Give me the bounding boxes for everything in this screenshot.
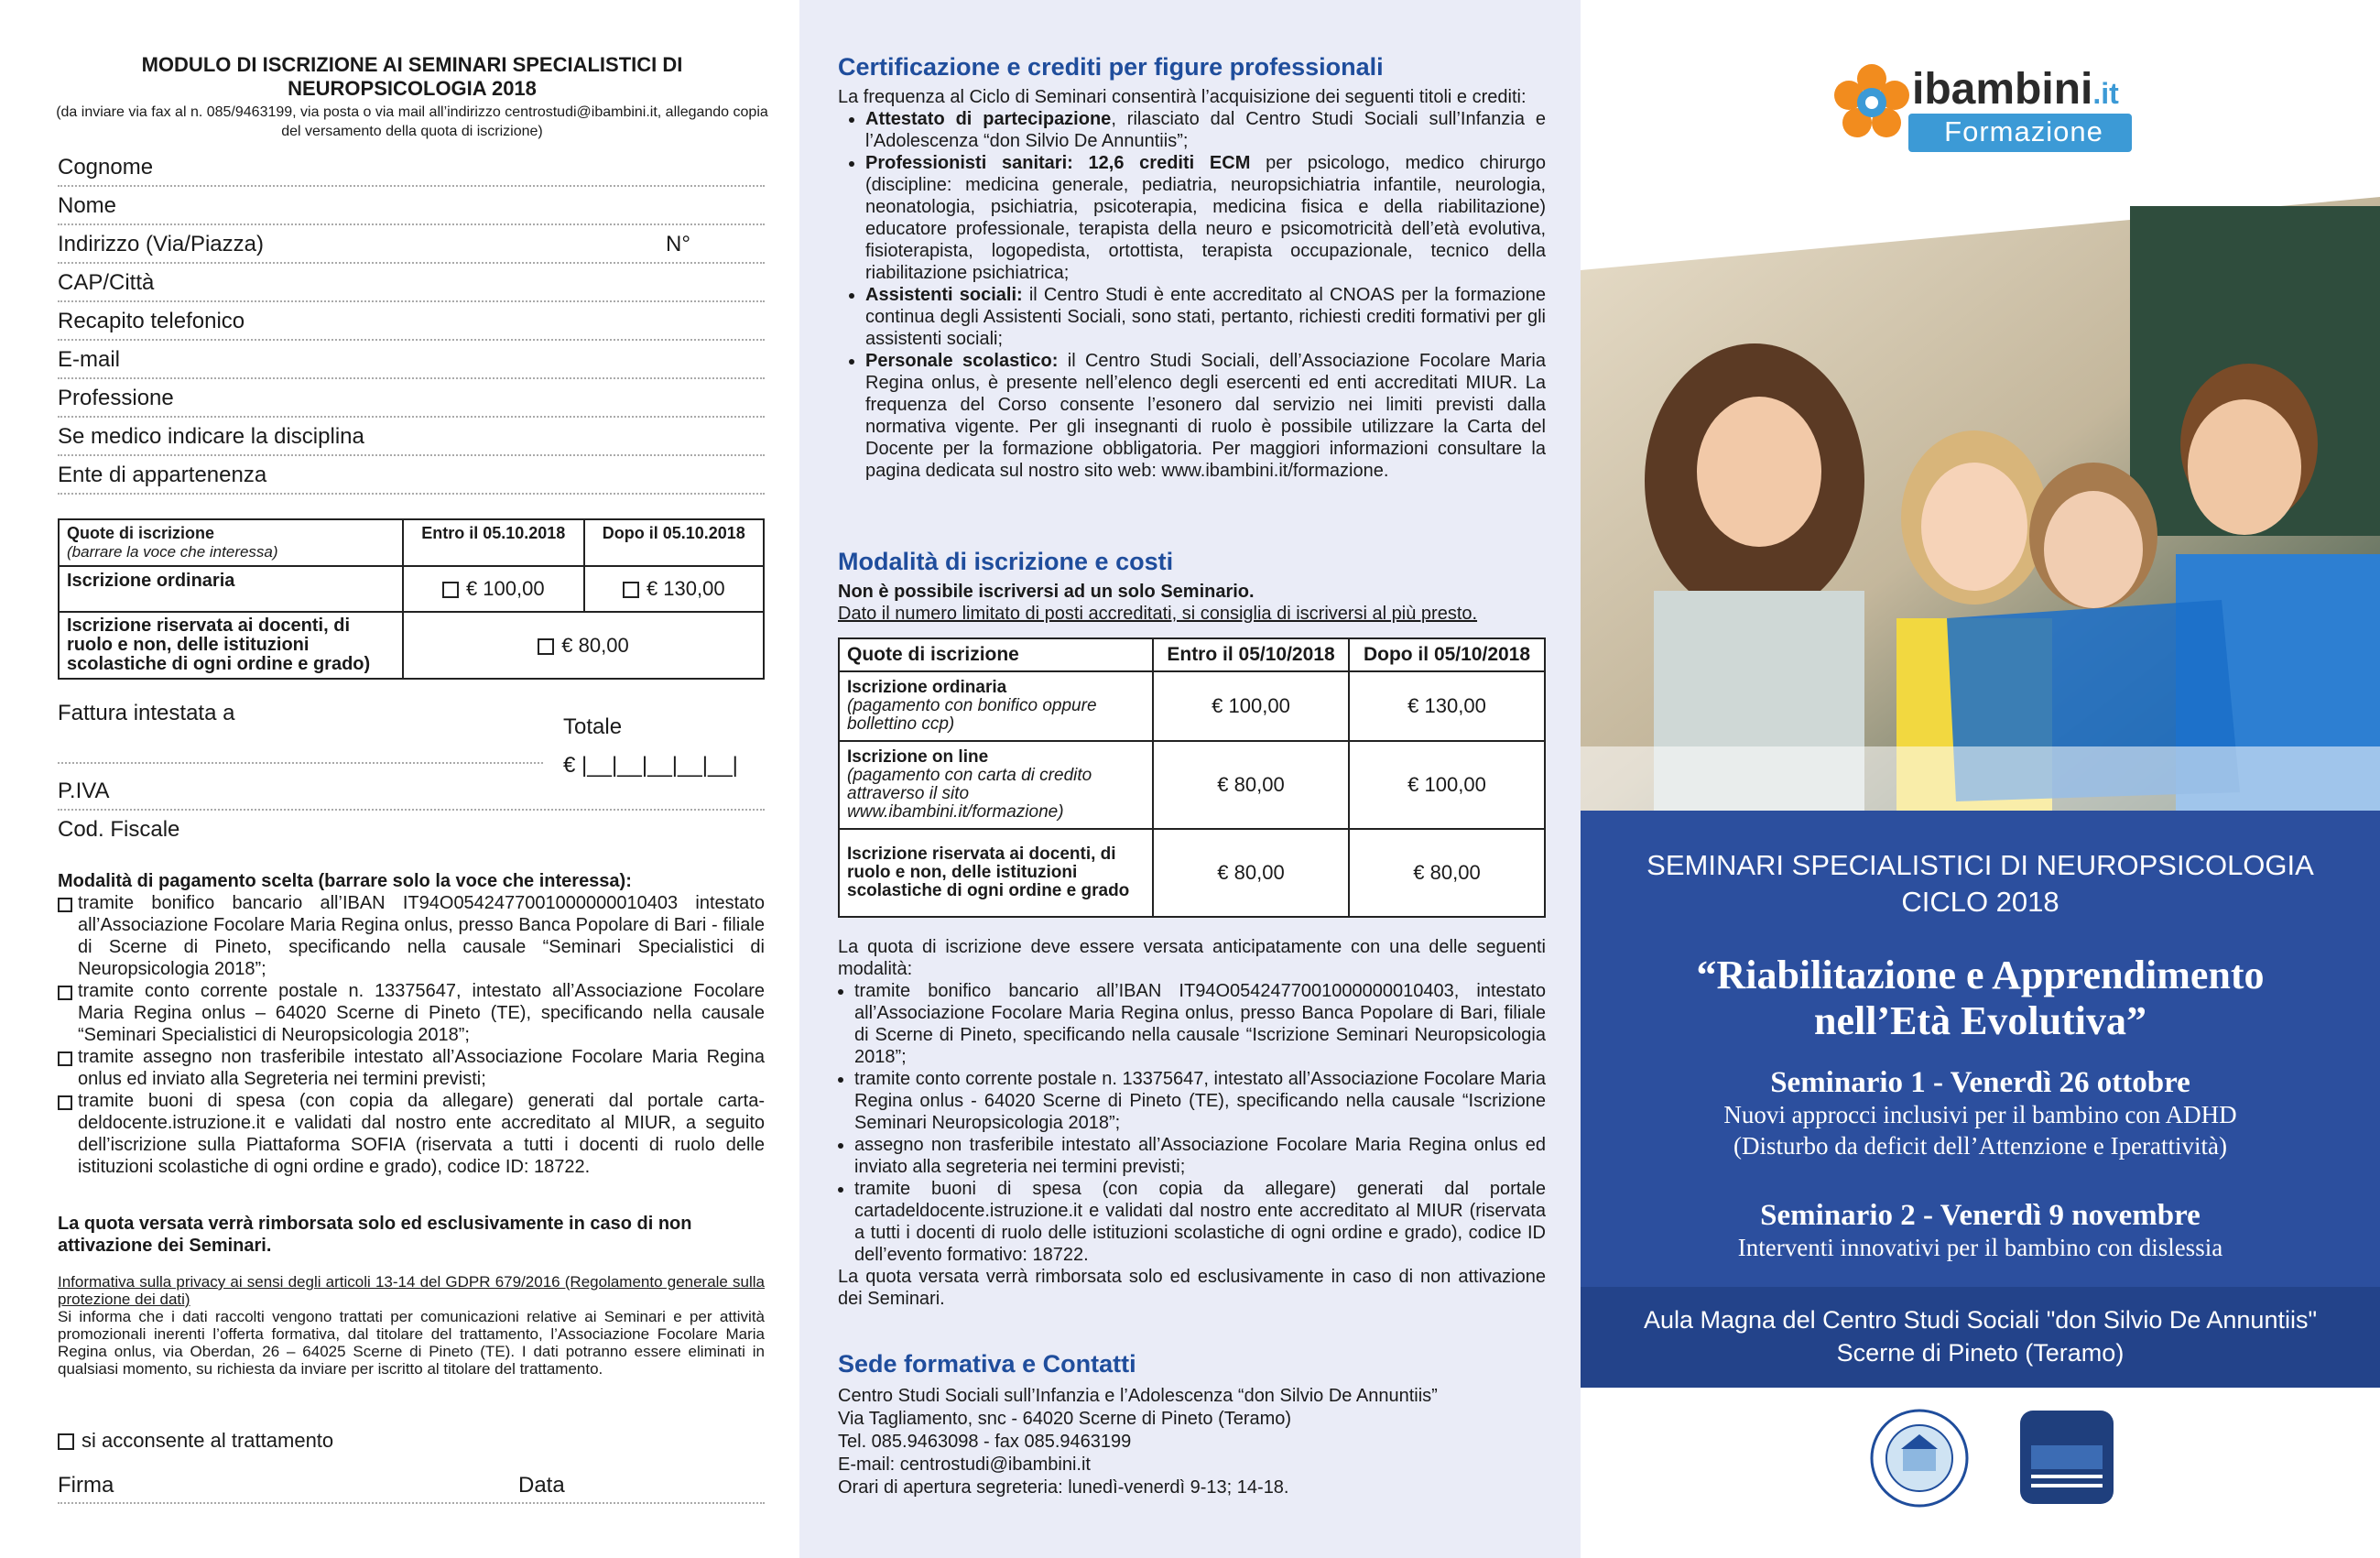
- docenti-checkbox[interactable]: € 80,00: [403, 612, 764, 679]
- disciplina-field[interactable]: Se medico indicare la disciplina: [58, 419, 765, 456]
- series-title: SEMINARI SPECIALISTICI DI NEUROPSICOLOGIA CICLO 2018: [1646, 849, 2314, 918]
- privacy-notice: Informativa sulla privacy ai sensi degli articoli 13-14 del GDPR 679/2016 (Regolamento generale sulla protezione dei dati) Si informa che i dati raccolti vengono trattati per comunicazioni relative ai Seminari e per attività promozionali inerenti l’offerta formativa, dal titolare del trattamento, l’Associazione Focolare Maria Regina onlus, via Oberdan, 26 – 64025 Scerne di Pineto (TE). I dati potranno essere eliminati in qualsiasi momento, su richiesta da inviare per iscritto al titolare del trattamento.: [58, 1273, 765, 1378]
- logo-wordmark: ibambini.it: [1912, 65, 2119, 114]
- sede-contacts: Centro Studi Sociali sull’Infanzia e l’Adolescenza “don Silvio De Annuntiis” Via Tagliamento, snc - 64020 Scerne di Pineto (Teramo) Tel. 085.9463098 - fax 085.9463199 E-mail: centrostudi@ibambini.it Orari di apertura segreteria: lunedì-venerdì 9-13; 14-18.: [838, 1386, 1438, 1498]
- venue-block: Aula Magna del Centro Studi Sociali "don Silvio De Annuntiis" Scerne di Pineto (Teramo): [1581, 1287, 2380, 1388]
- nome-field[interactable]: Nome: [58, 189, 765, 225]
- ente-field[interactable]: Ente di appartenenza: [58, 458, 765, 495]
- form-title: MODULO DI ISCRIZIONE AI SEMINARI SPECIALISTICI DI NEUROPSICOLOGIA 2018: [141, 53, 683, 100]
- list-item: • tramite bonifico bancario all’IBAN IT94O0542477001000000010403, intestato all’Associazione Focolare Maria Regina onlus, presso Banca Popolare di Bari, filiale di Scerne di Pineto, specificando nella causale “Iscrizione Seminari Neuropsicologia 2018”;: [854, 980, 1546, 1068]
- payment-options: Modalità di pagamento scelta (barrare solo la voce che interessa): tramite bonifico bancario all’IBAN IT94O0542477001000000010403 intestato all’Associazione Focolare Maria Regina onlus, presso Banca Popolare di Bari - filiale di Scerne di Pineto, specificando nella causale “Seminari Specialistici di Neuropsicologia 2018”; tramite conto corrente postale n. 13375647, intestato all’Associazione Focolare Maria Regina onlus – 64020 Scerne di Pineto (TE), specificando nella causale “Seminari Specialistici di Neuropsicologia 2018”; tramite assegno non trasferibile intestato all’Associazione Focolare Maria Regina onlus ed inviato alla Segreteria nei termini previsti; tramite buoni di spesa (con copia da allegare) generati dal portale carta-deldocente.istruzione.it e validati dal nostro ente accreditato al MIUR, a seguito dell’iscrizione sulla Piattaforma SOFIA (riservata a tutti i docenti di ruolo delle istituzioni scolastiche di ogni ordine e grado), codice ID: 18722.: [58, 871, 765, 1177]
- firma-label: Firma: [58, 1473, 114, 1498]
- fattura-label: Fattura intestata a: [58, 701, 235, 725]
- cap-citta-field[interactable]: CAP/Città: [58, 266, 765, 302]
- payment-option-assegno[interactable]: tramite assegno non trasferibile intestato all’Associazione Focolare Maria Regina onlus ed inviato alla Segreteria nei termini previsti;: [58, 1046, 765, 1090]
- list-item: • Assistenti sociali: il Centro Studi è ente accreditato al CNOAS per la formazione continua degli Assistenti Sociali, sono stati, pertanto, richiesti crediti formativi per gli assistenti sociali;: [865, 284, 1546, 350]
- indirizzo-field[interactable]: Indirizzo (Via/Piazza) N°: [58, 227, 765, 264]
- fattura-line[interactable]: [58, 762, 543, 764]
- main-title: “Riabilitazione e Apprendimento nell’Età Evolutiva”: [1696, 953, 2265, 1043]
- registration-form-panel: [0, 0, 799, 1558]
- codice-fiscale-field[interactable]: Cod. Fiscale: [58, 817, 180, 842]
- piva-field[interactable]: P.IVA: [58, 774, 765, 811]
- seminario-2: Seminario 2 - Venerdì 9 novembre Interventi innovativi per il bambino con dislessia: [1737, 1199, 2223, 1261]
- table-row: Iscrizione on line (pagamento con carta di credito attraverso il sito www.ibambini.it/formazione) € 80,00 € 100,00: [839, 741, 1545, 829]
- totale-label: Totale: [563, 714, 623, 739]
- refund-note: La quota versata verrà rimborsata solo ed esclusivamente in caso di non attivazione dei Seminari.: [58, 1214, 692, 1256]
- fee-table: Quote di iscrizione (barrare la voce che interessa) Entro il 05.10.2018 Dopo il 05.10.2018 Iscrizione ordinaria € 100,00 € 130,00 Iscrizione riservata ai docenti, di ruolo e non, delle istituzioni scolastiche di ogni ordine e grado) € 80,00: [58, 518, 765, 680]
- sede-title: Sede formativa e Contatti: [838, 1350, 1136, 1378]
- ordinaria-entro-checkbox[interactable]: € 100,00: [403, 566, 584, 612]
- focolare-seal-icon: [1864, 1401, 1974, 1520]
- list-item: • tramite conto corrente postale n. 13375647, intestato all’Associazione Focolare Maria Regina onlus - 64020 Scerne di Pineto (TE), specificando nella causale “Iscrizione Seminari Neuropsicologia 2018”;: [854, 1068, 1546, 1134]
- classroom-photo: [1581, 197, 2380, 811]
- signature-line[interactable]: [58, 1502, 765, 1504]
- payment-option-conto[interactable]: tramite conto corrente postale n. 13375647, intestato all’Associazione Focolare Maria Regina onlus – 64020 Scerne di Pineto (TE), specificando nella causale “Seminari Specialistici di Neuropsicologia 2018”;: [58, 980, 765, 1046]
- table-row: Iscrizione ordinaria (pagamento con bonifico oppure bollettino ccp) € 100,00 € 130,00: [839, 671, 1545, 741]
- list-item: • Attestato di partecipazione, rilasciato dal Centro Studi Sociali sull’Infanzia e l’Adolescenza “don Silvio De Annuntiis”;: [865, 108, 1546, 152]
- cover-panel: [1581, 0, 2380, 1558]
- list-item: • Professionisti sanitari: 12,6 crediti ECM per psicologo, medico chirurgo (discipline: medicina generale, pediatria, neuropsichiatria infantile, neurologia, neonatologia, psichiatria, psicoterapia, medicina fisica e della riabilitazione) educatore professionale, terapista della neuro e psicomotricità dell’età evolutiva, fisioterapista, logopedista, ortottista, terapista occupazionale, tecnico della riabilitazione psichiatrica;: [865, 152, 1546, 284]
- payment-option-buoni[interactable]: tramite buoni di spesa (con copia da allegare) generati dal portale carta-deldocente.istruzione.it e validati dal nostro ente accreditato al MIUR, a seguito dell’iscrizione sulla Piattaforma SOFIA (riservata a tutti i docenti di ruolo delle istituzioni scolastiche di ogni ordine e grado), codice ID: 18722.: [58, 1090, 765, 1178]
- modalita-bold: Non è possibile iscriversi ad un solo Seminario.: [838, 582, 1255, 602]
- form-subtitle: (da inviare via fax al n. 085/9463199, via posta o via mail all’indirizzo centrostudi@ibambini.it, allegando copia del versamento della quota di iscrizione): [56, 104, 768, 139]
- centro-studi-sociali-logo: [2018, 1409, 2115, 1506]
- modalita-title: Modalità di iscrizione e costi: [838, 548, 1174, 575]
- numero-label: N°: [666, 232, 690, 256]
- data-label: Data: [518, 1473, 565, 1498]
- totale-boxes[interactable]: € |__|__|__|__|__|: [563, 753, 738, 778]
- logo-subtitle: Formazione: [1944, 115, 2103, 147]
- payment-list: [838, 980, 1546, 1266]
- cert-body: La frequenza al Ciclo di Seminari consentirà l’acquisizione dei seguenti titoli e crediti: • Attestato di partecipazione, rilasciato dal Centro Studi Sociali sull’Infanzia e l’Adolescenza “don Silvio De Annuntiis”; • Professionisti sanitari: 12,6 crediti ECM per psicologo, medico chirurgo (discipline: medicina generale, pediatria, neuropsichiatria infantile, neurologia, neonatologia, psichiatria, psicoterapia, medicina fisica e della riabilitazione) educatore professionale, terapista della neuro e psicomotricità dell’età evolutiva, fisioterapista, logopedista, ortottista, terapista occupazionale, tecnico della riabilitazione psichiatrica; • Assistenti sociali: il Centro Studi è ente accreditato al CNOAS per la formazione continua degli Assistenti Sociali, sono stati, pertanto, richiesti crediti formativi per gli assistenti sociali; • Personale scolastico: il Centro Studi Sociali, dell’Associazione Focolare Maria Regina onlus, è presente nell’elenco degli esercenti ed enti accreditati MIUR. La frequenza del Corso consente l’esonero dal servizio nei limiti previsti dalla normativa vigente. Per gli insegnanti di ruolo è possibile utilizzare la Carta del Docente per la formazione obbligatoria. Per maggiori informazioni consultare la pagina dedicata sul nostro sito web: www.ibambini.it/formazione.: [838, 86, 1546, 482]
- email-field[interactable]: E-mail: [58, 343, 765, 379]
- professione-field[interactable]: Professione: [58, 381, 765, 418]
- consent-checkbox[interactable]: si acconsente al trattamento: [58, 1429, 333, 1453]
- cost-table: Quote di iscrizione Entro il 05/10/2018 Dopo il 05/10/2018 Iscrizione ordinaria (pagamento con bonifico oppure bollettino ccp) € 100,00 € 130,00 Iscrizione on line (pagamento con carta di credito attraverso il sito www.ibambini.it/formazione) € 80,00 € 100,00 Iscrizione riservata ai docenti, di ruolo e non, delle istituzioni scolastiche di ogni ordine e grado € 80,00 € 80,00: [838, 637, 1546, 918]
- telefono-field[interactable]: Recapito telefonico: [58, 304, 765, 341]
- ordinaria-dopo-checkbox[interactable]: € 130,00: [584, 566, 764, 612]
- modalita-note: Dato il numero limitato di posti accreditati, si consiglia di iscriversi al più presto.: [838, 604, 1478, 624]
- info-panel: [799, 0, 1581, 1558]
- seminario-1: Seminario 1 - Venerdì 26 ottobre Nuovi approcci inclusivi per il bambino con ADHD (Disturbo da deficit dell’Attenzione e Iperattività): [1723, 1066, 2237, 1160]
- cert-list: [838, 108, 1546, 482]
- ibambini-logo: [1828, 57, 2139, 162]
- title-block: [1581, 811, 2380, 1287]
- table-row: Iscrizione riservata ai docenti, di ruolo e non, delle istituzioni scolastiche di ogni ordine e grado € 80,00 € 80,00: [839, 829, 1545, 917]
- list-item: • tramite buoni di spesa (con copia da allegare) generati dal portale cartadeldocente.istruzione.it e validati dal nostro ente accreditato al MIUR (riservata a tutti i docenti di ruolo delle istituzioni scolastiche di ogni ordine e grado), codice ID dell’evento formativo: 18722.: [854, 1178, 1546, 1266]
- payment-option-bonifico[interactable]: tramite bonifico bancario all’IBAN IT94O0542477001000000010403 intestato all’Associazione Focolare Maria Regina onlus, presso Banca Popolare di Bari - filiale di Scerne di Pineto, specificando nella causale “Seminari Specialistici di Neuropsicologia 2018”;: [58, 892, 765, 980]
- list-item: • Personale scolastico: il Centro Studi Sociali, dell’Associazione Focolare Maria Regina onlus, è presente nell’elenco degli esercenti ed enti accreditati MIUR. La frequenza del Corso consente l’esonero dal servizio nei limiti previsti dalla normativa vigente. Per gli insegnanti di ruolo è possibile utilizzare la Carta del Docente per la formazione obbligatoria. Per maggiori informazioni consultare la pagina dedicata sul nostro sito web: www.ibambini.it/formazione.: [865, 350, 1546, 482]
- cert-title: Certificazione e crediti per figure professionali: [838, 53, 1384, 81]
- payment-info: La quota di iscrizione deve essere versata anticipatamente con una delle seguenti modalità: • tramite bonifico bancario all’IBAN IT94O0542477001000000010403, intestato all’Associazione Focolare Maria Regina onlus, presso Banca Popolare di Bari, filiale di Scerne di Pineto, specificando nella causale “Iscrizione Seminari Neuropsicologia 2018”; • tramite conto corrente postale n. 13375647, intestato all’Associazione Focolare Maria Regina onlus - 64020 Scerne di Pineto (TE), specificando nella causale “Iscrizione Seminari Neuropsicologia 2018”; • assegno non trasferibile intestato all’Associazione Focolare Maria Regina onlus ed inviato alla segreteria nei termini previsti; • tramite buoni di spesa (con copia da allegare) generati dal portale cartadeldocente.istruzione.it e validati dal nostro ente accreditato al MIUR (riservata a tutti i docenti di ruolo delle istituzioni scolastiche di ogni ordine e grado), codice ID dell’evento formativo: 18722. La quota versata verrà rimborsata solo ed esclusivamente in caso di non attivazione dei Seminari.: [838, 936, 1546, 1310]
- list-item: • assegno non trasferibile intestato all’Associazione Focolare Maria Regina onlus ed inviato alla segreteria nei termini previsti;: [854, 1134, 1546, 1178]
- cognome-field[interactable]: Cognome: [58, 150, 765, 187]
